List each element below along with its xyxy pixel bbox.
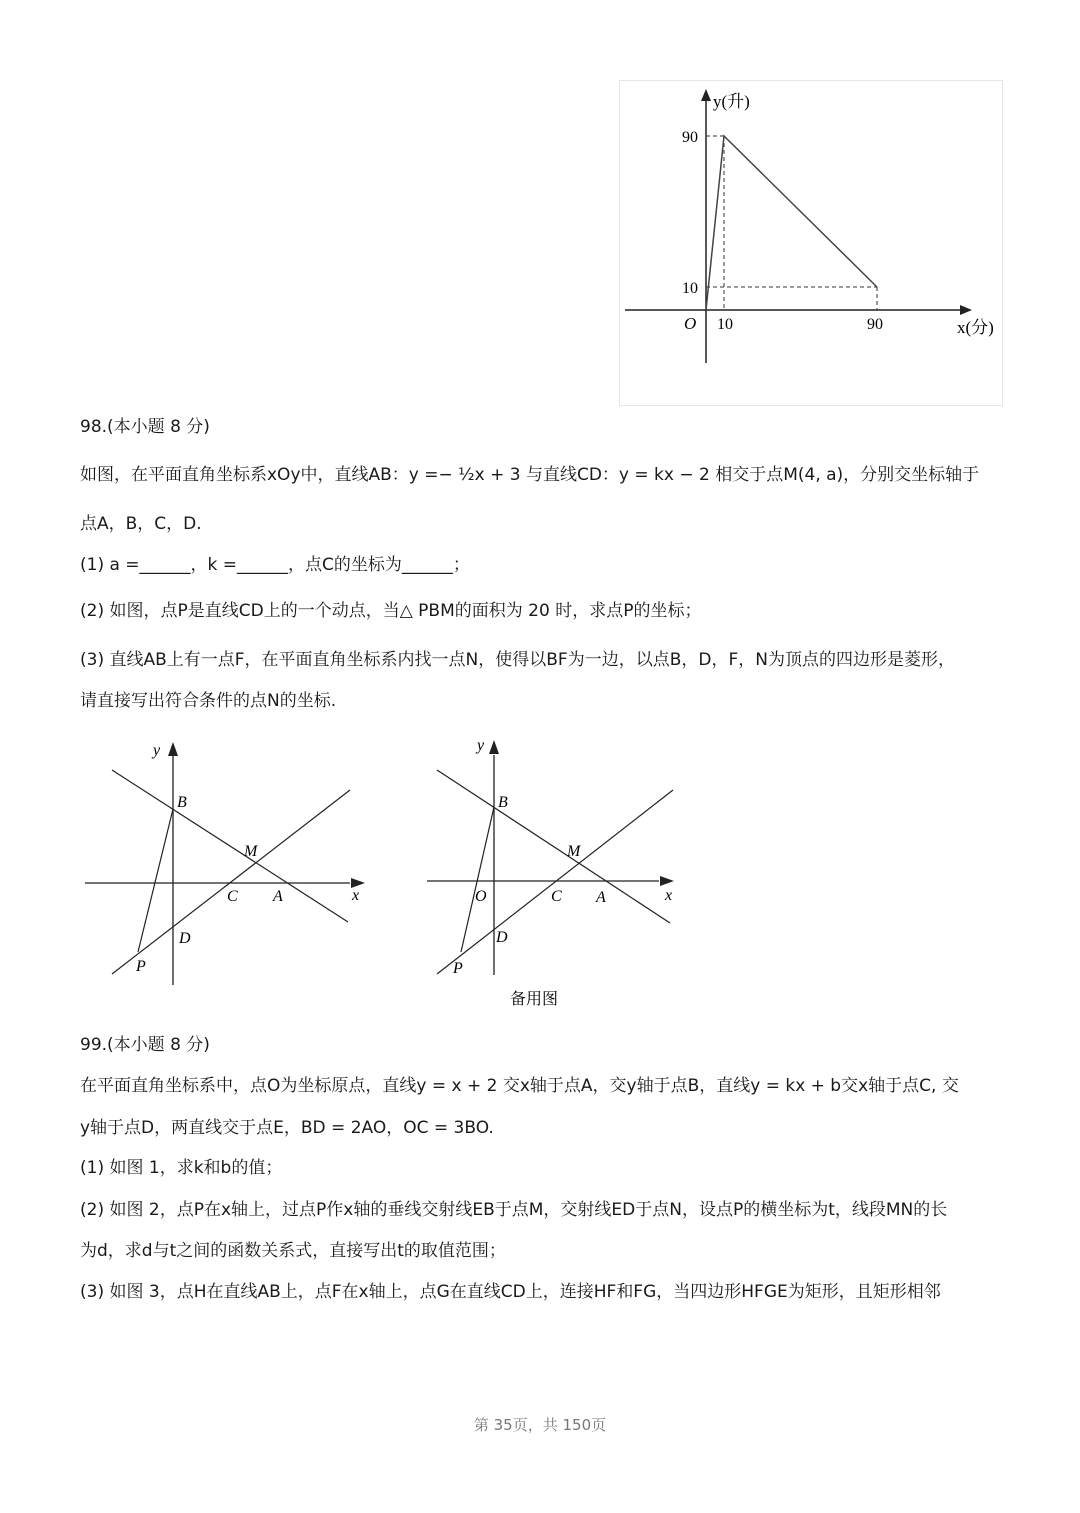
q99-part1: (1) 如图 1，求k和b的值；: [80, 1158, 283, 1178]
q98-figure-spare: [415, 730, 695, 1019]
fig2-label-c: C: [551, 888, 562, 905]
q99-stem-line2: y轴于点D，两直线交于点E，BD = 2AO，OC = 3BO.: [80, 1118, 494, 1138]
q98-part3-line1: (3) 直线AB上有一点F，在平面直角坐标系内找一点N，使得以BF为一边，以点B，D，F，N为顶点的四边形是菱形，: [80, 650, 955, 670]
q98-part1: (1) a =______，k =______，点C的坐标为______；: [80, 555, 470, 575]
y-tick-90: 90: [682, 129, 698, 146]
fig1-label-a: A: [273, 888, 283, 905]
q99-stem-line1: 在平面直角坐标系中，点O为坐标原点，直线y = x + 2 交x轴于点A，交y轴于点B，直线y = kx + b交x轴于点C, 交: [80, 1076, 959, 1096]
q98-stem-line2: 点A，B，C，D.: [80, 514, 202, 534]
y-axis-label: y(升): [713, 92, 750, 111]
fig1-label-m: M: [244, 843, 258, 860]
q99-part2-line1: (2) 如图 2，点P在x轴上，过点P作x轴的垂线交射线EB于点M，交射线ED于点N，设点P的横坐标为t，线段MN的长: [80, 1200, 948, 1220]
q98-stem-line1: 如图，在平面直角坐标系xOy中，直线AB：y =− ½x + 3 与直线CD：y = kx − 2 相交于点M(4, a)，分别交坐标轴于: [80, 465, 980, 485]
fig2-label-x: x: [665, 887, 673, 904]
fig1-label-x: x: [352, 887, 360, 904]
fig1-label-y: y: [153, 742, 161, 759]
fig2-label-b: B: [498, 794, 508, 811]
fig2-caption: 备用图: [510, 991, 559, 1008]
x-axis-label: x(分): [957, 318, 994, 337]
fig1-label-b: B: [177, 794, 187, 811]
fig1-label-p: P: [136, 958, 146, 975]
fig2-label-a: A: [596, 889, 606, 906]
q99-header: 99.(本小题 8 分): [80, 1035, 210, 1055]
fig2-label-d: D: [496, 929, 508, 946]
origin-label: O: [684, 314, 697, 333]
fig1-label-c: C: [227, 888, 238, 905]
page-footer: 第 35页，共 150页: [473, 1416, 607, 1434]
q99-part2-line2: 为d，求d与t之间的函数关系式，直接写出t的取值范围；: [80, 1241, 506, 1261]
fig2-label-o: O: [475, 888, 487, 905]
fig2-label-p: P: [453, 960, 463, 977]
y-tick-10: 10: [682, 280, 698, 297]
q98-part3-line2: 请直接写出符合条件的点N的坐标.: [80, 691, 337, 711]
q98-header: 98.(本小题 8 分): [80, 417, 210, 437]
x-tick-10: 10: [717, 316, 733, 333]
q99-part3-line1: (3) 如图 3，点H在直线AB上，点F在x轴上，点G在直线CD上，连接HF和FG，当四边形HFGE为矩形，且矩形相邻: [80, 1282, 941, 1302]
x-tick-90: 90: [867, 316, 883, 333]
volume-time-figure: [619, 80, 1003, 406]
q98-figure-main: [75, 730, 375, 1004]
fig1-label-d: D: [179, 930, 191, 947]
fig2-label-m: M: [567, 843, 581, 860]
volume-time-graph: [620, 81, 1002, 405]
fig2-label-y: y: [477, 737, 485, 754]
q98-part2: (2) 如图，点P是直线CD上的一个动点，当△ PBM的面积为 20 时，求点P的坐标；: [80, 601, 702, 621]
